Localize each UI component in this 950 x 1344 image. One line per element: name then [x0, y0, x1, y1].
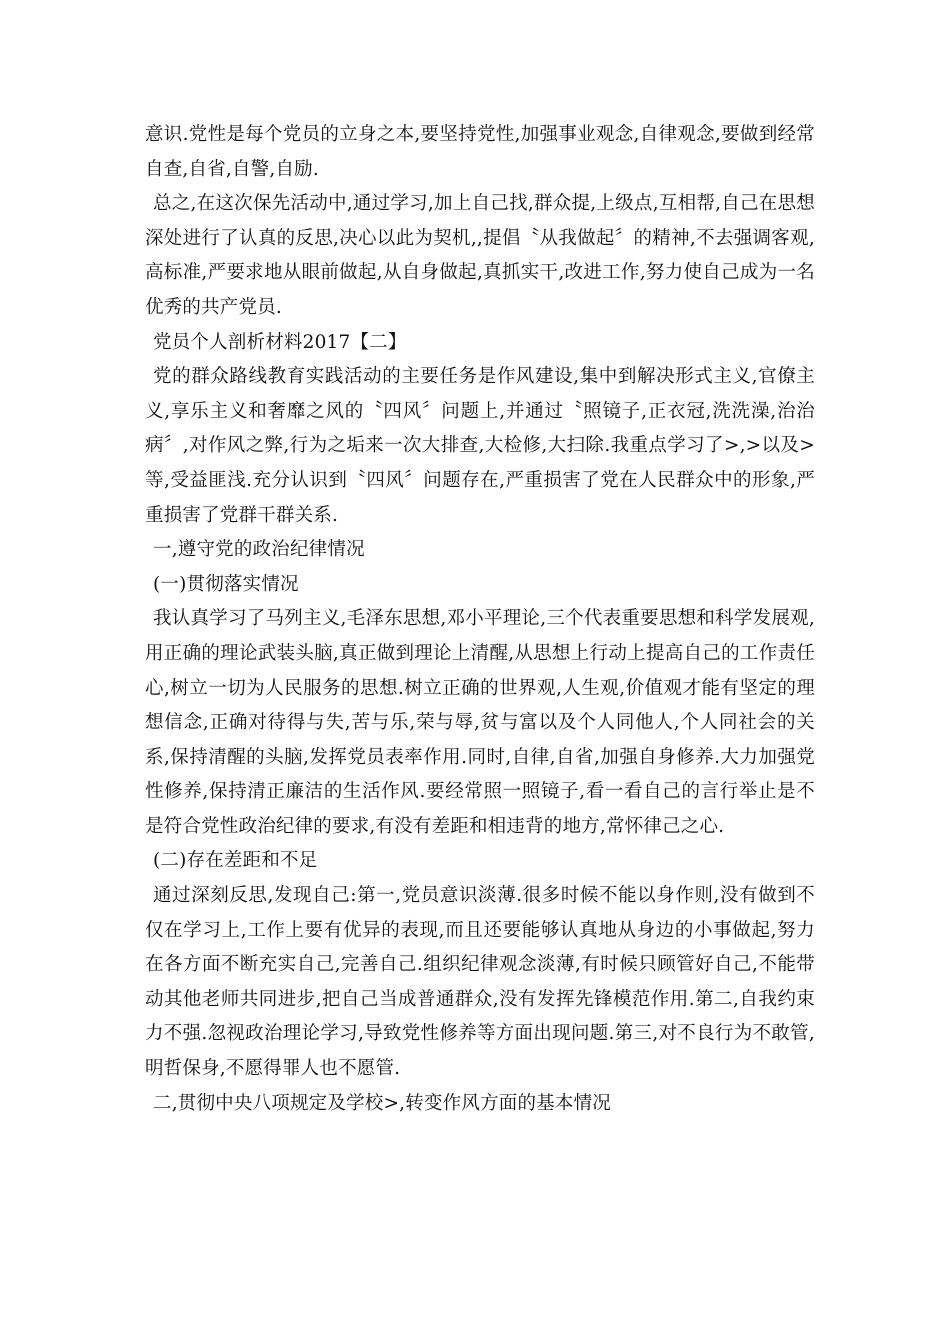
- paragraph-intro: 党的群众路线教育实践活动的主要任务是作风建设,集中到解决形式主义,官僚主义,享乐主义和奢靡之风的〝四风〞问题上,并通过〝照镜子,正衣冠,洗洗澡,治治病〞,对作风之弊,行为之垢来一次大排查,大检修,大扫除.我重点学习了>,>以及>等,受益匪浅.充分认识到〝四风〞问题存在,严重损害了党在人民群众中的形象,严重损害了党群干群关系.: [145, 366, 815, 526]
- section-title: 党员个人剖析材料2017【二】: [153, 331, 407, 353]
- paragraph-continuation: 意识.党性是每个党员的立身之本,要坚持党性,加强事业观念,自律观念,要做到经常自查,自省,自警,自励.: [145, 124, 815, 180]
- paragraph-summary: 总之,在这次保先活动中,通过学习,加上自己找,群众提,上级点,互相帮,自己在思想深处进行了认真的反思,决心以此为契机,,提倡〝从我做起〞的精神,不去强调客观,高标准,严要求地从眼前做起,从自身做起,真抓实干,改进工作,努力使自己成为一名优秀的共产党员.: [145, 193, 815, 318]
- paragraph-shortcomings: 通过深刻反思,发现自己:第一,党员意识淡薄.很多时候不能以身作则,没有做到不仅在学习上,工作上要有优异的表现,而且还要能够认真地从身边的小事做起,努力在各方面不断充实自己,完善自己.组织纪律观念淡薄,有时候只顾管好自己,不能带动其他老师共同进步,把自己当成普通群众,没有发挥先锋模范作用.第二,自我约束力不强.忽视政治理论学习,导致党性修养等方面出现问题.第三,对不良行为不敢管,明哲保身,不愿得罪人也不愿管.: [145, 885, 815, 1080]
- paragraph-implementation: 我认真学习了马列主义,毛泽东思想,邓小平理论,三个代表重要思想和科学发展观,用正确的理论武装头脑,真正做到理论上清醒,从思想上行动上提高自己的工作责任心,树立一切为人民服务的思想.树立正确的世界观,人生观,价值观才能有坚定的理想信念,正确对待得与失,苦与乐,荣与辱,贫与富以及个人同他人,个人同社会的关系,保持清醒的头脑,发挥党员表率作用.同时,自律,自省,加强自身修养.大力加强党性修养,保持清正廉洁的生活作风.要经常照一照镜子,看一看自己的言行举止是不是符合党性政治纪律的要求,有没有差距和相违背的地方,常怀律己之心.: [145, 608, 815, 837]
- subheading-implementation: (一)贯彻落实情况: [153, 573, 299, 595]
- heading-eight-regulations: 二,贯彻中央八项规定及学校>,转变作风方面的基本情况: [153, 1092, 611, 1114]
- document-body: [145, 118, 815, 1121]
- heading-political-discipline: 一,遵守党的政治纪律情况: [153, 539, 365, 561]
- subheading-shortcomings: (二)存在差距和不足: [153, 850, 318, 872]
